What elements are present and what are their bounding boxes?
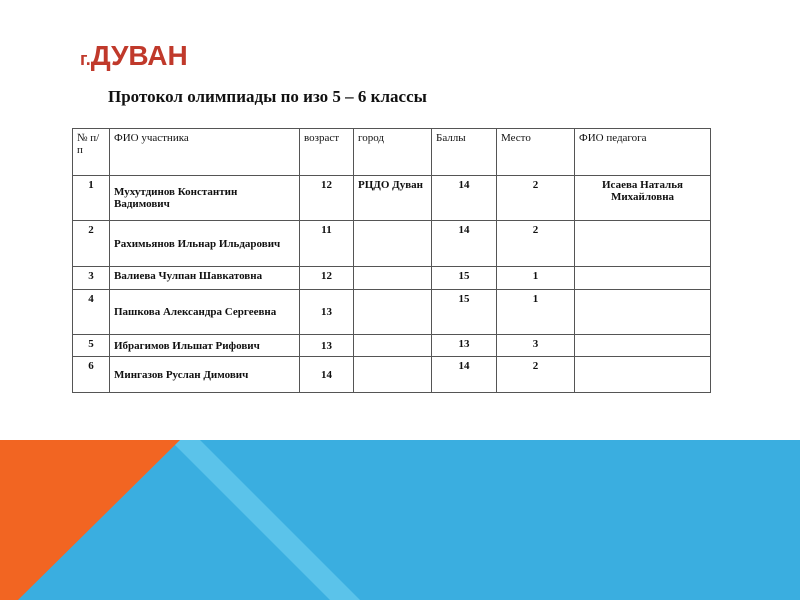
cell-teacher: Исаева Наталья Михайловна <box>575 176 711 221</box>
col-header-score: Баллы <box>432 129 497 176</box>
title-main: ДУВАН <box>90 40 188 71</box>
col-header-name: ФИО участника <box>110 129 300 176</box>
cell-city <box>354 221 432 267</box>
cell-name: Валиева Чулпан Шавкатовна <box>110 267 300 290</box>
cell-num: 6 <box>73 357 110 393</box>
cell-num: 5 <box>73 335 110 357</box>
cell-num: 4 <box>73 290 110 335</box>
table-row <box>73 290 711 335</box>
table-row <box>73 267 711 290</box>
cell-num: 3 <box>73 267 110 290</box>
cell-age: 12 <box>300 267 354 290</box>
results-table <box>72 128 711 393</box>
table-row <box>73 357 711 393</box>
cell-age: 14 <box>300 357 354 393</box>
table-row <box>73 221 711 267</box>
page-title <box>80 40 188 72</box>
protocol-subtitle: Протокол олимпиады по изо 5 – 6 классы <box>108 87 427 106</box>
cell-teacher <box>575 335 711 357</box>
cell-place: 2 <box>497 176 575 221</box>
cell-num: 2 <box>73 221 110 267</box>
cell-teacher <box>575 290 711 335</box>
cell-city <box>354 267 432 290</box>
cell-place: 1 <box>497 267 575 290</box>
cell-score: 14 <box>432 176 497 221</box>
cell-score: 15 <box>432 290 497 335</box>
cell-score: 14 <box>432 357 497 393</box>
cell-place: 1 <box>497 290 575 335</box>
cell-city <box>354 357 432 393</box>
cell-age: 13 <box>300 290 354 335</box>
cell-name: Ибрагимов Ильшат Рифович <box>110 335 300 357</box>
cell-name: Мухутдинов Константин Вадимович <box>110 176 300 221</box>
cell-teacher <box>575 357 711 393</box>
col-header-city: город <box>354 129 432 176</box>
cell-score: 14 <box>432 221 497 267</box>
cell-city <box>354 335 432 357</box>
cell-city <box>354 290 432 335</box>
cell-place: 2 <box>497 221 575 267</box>
col-header-age: возраст <box>300 129 354 176</box>
cell-city: РЦДО Дуван <box>354 176 432 221</box>
title-prefix: г. <box>80 49 91 69</box>
cell-teacher <box>575 267 711 290</box>
cell-age: 13 <box>300 335 354 357</box>
cell-name: Пашкова Александра Сергеевна <box>110 290 300 335</box>
table-header-row <box>73 129 711 176</box>
cell-score: 13 <box>432 335 497 357</box>
cell-place: 3 <box>497 335 575 357</box>
col-header-num: № п/п <box>73 129 110 176</box>
table-row <box>73 335 711 357</box>
table-row <box>73 176 711 221</box>
cell-score: 15 <box>432 267 497 290</box>
cell-num: 1 <box>73 176 110 221</box>
col-header-teacher: ФИО педагога <box>575 129 711 176</box>
cell-teacher <box>575 221 711 267</box>
cell-name: Рахимьянов Ильнар Ильдарович <box>110 221 300 267</box>
cell-age: 11 <box>300 221 354 267</box>
cell-age: 12 <box>300 176 354 221</box>
col-header-place: Место <box>497 129 575 176</box>
cell-name: Мингазов Руслан Димович <box>110 357 300 393</box>
cell-place: 2 <box>497 357 575 393</box>
decorative-background <box>0 440 800 600</box>
